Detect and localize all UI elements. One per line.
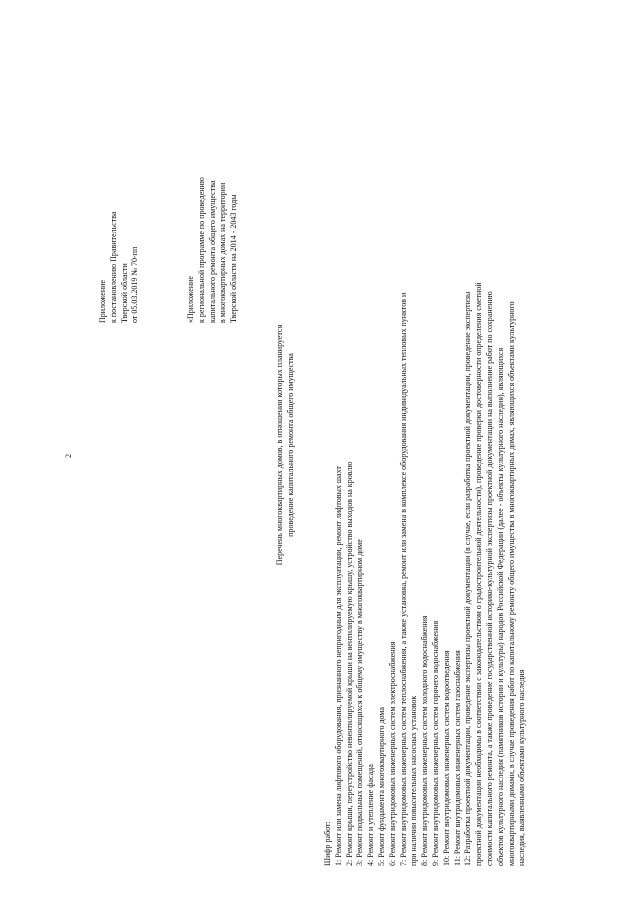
- work-codes-list: [323, 282, 528, 866]
- document-title: Перечень многоквартирных домов, в отношении которых планируется проведение капитального ремонта общего имущества: [275, 324, 295, 566]
- program-header: [186, 177, 240, 323]
- list-item: 7: Ремонт внутридомовых инженерных систем теплоснабжения, а также установка, ремонт или замена в комплексе оборудования индивидуальных тепловых пунктов и: [398, 292, 408, 866]
- list-item: 5: Ремонт фундамента многоквартирного дома: [376, 707, 386, 866]
- list-item: многоквартирными домами, в случае проведения работ по капитальному ремонту общего имущества в многоквартирных домах, являющихся объектами культурного: [506, 301, 516, 866]
- program-header-line: в многоквартирных домах на территории: [218, 182, 228, 323]
- list-item: 12: Разработка проектной документации, проведение экспертизы проектной документации (в случае, если разработка проектной документации, проведение экспертизы: [463, 291, 473, 866]
- list-item: 2: Ремонт крыши, переустройство невентилируемой крыши на вентилируемую крышу, устройство выходов на кровлю: [344, 461, 354, 866]
- list-item: 11: Ремонт внутридомовых инженерных систем газоснабжения: [452, 650, 462, 866]
- list-item: 10: Ремонт внутридомовых инженерных систем водоотведения: [441, 650, 451, 866]
- list-item: стоимости капитального ремонта, а также проведение государственной историко-культурной экспертизы проектной документации на выполнение работ по сохранению: [484, 291, 494, 866]
- program-header-line: «Приложение: [186, 276, 195, 323]
- page-number: 2: [64, 454, 73, 458]
- list-item: 8: Ремонт внутридомовых инженерных систем холодного водоснабжения: [420, 615, 430, 866]
- program-header-line: Тверской области на 2014 - 2043 годы: [229, 194, 239, 323]
- program-header-line: капитального ремонта общего имущества: [207, 180, 217, 323]
- list-item: 1: Ремонт или замена лифтового оборудования, признанного непригодным для эксплуатации, ремонт лифтовых шахт: [333, 466, 343, 866]
- list-item: 6: Ремонт внутридомовых инженерных систем электроснабжения: [387, 641, 397, 866]
- list-item: наследия, выявленными объектами культурного наследия: [517, 669, 527, 866]
- appendix-region: Тверской области: [119, 263, 129, 323]
- list-item: объектов культурного наследия (памятников истории и культуры) народов Российской Федерации (далее - объекты культурного наследия), являющихся: [495, 347, 505, 866]
- appendix-header: [98, 212, 141, 323]
- list-item: при наличии повысительных насосных установок: [409, 695, 419, 866]
- appendix-decree: к постановлению Правительства: [108, 211, 118, 323]
- appendix-date: от 05.03.2019 № 70-пп: [130, 246, 140, 323]
- list-item: 3: Ремонт подвальных помещений, относящихся к общему имуществу в многоквартирном доме: [355, 539, 365, 866]
- program-header-line: к региональной программе по проведению: [196, 177, 206, 323]
- list-item: 9: Ремонт внутридомовых инженерных систем горячего водоснабжения: [430, 620, 440, 866]
- list-item: 4: Ремонт и утепление фасада: [366, 764, 376, 866]
- list-heading: Шифр работ:: [323, 821, 332, 866]
- list-item: проектной документации необходимы в соответствии с законодательством о градостроительной деятельности), проведение проверки достоверности определения сметной: [474, 282, 484, 866]
- appendix-label: Приложение: [98, 280, 107, 323]
